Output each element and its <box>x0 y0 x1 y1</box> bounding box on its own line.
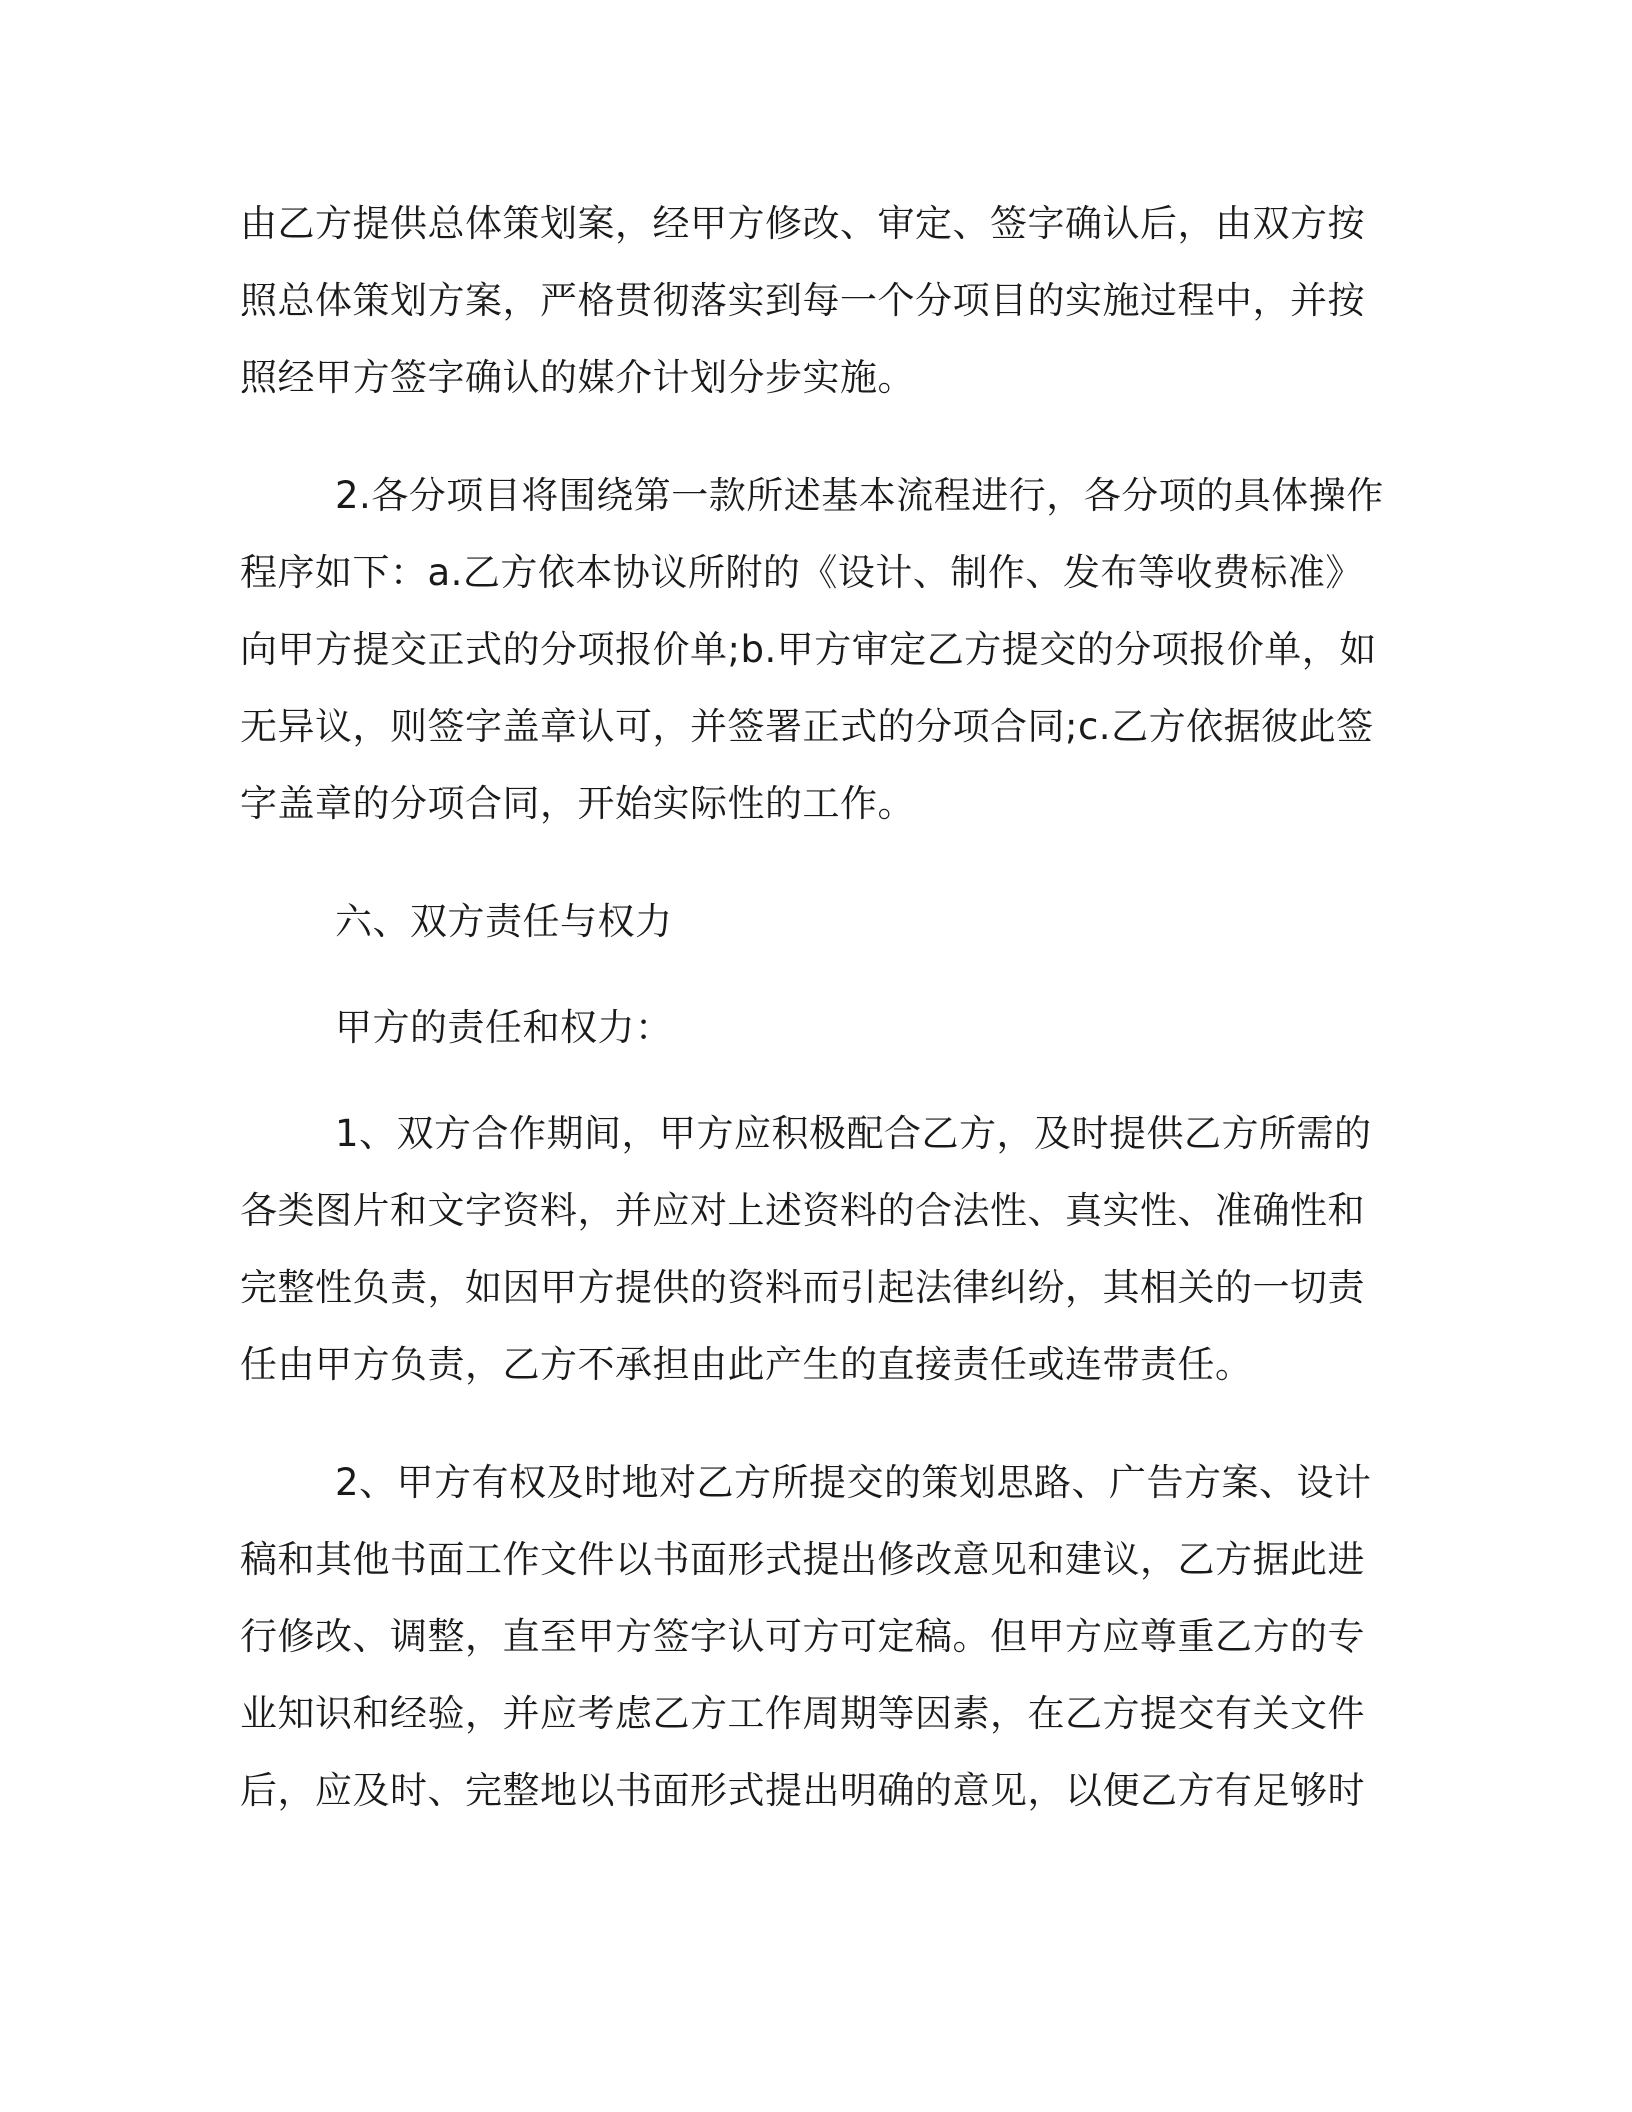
text-line: 照经甲方签字确认的媒介计划分步实施。 <box>240 356 915 399</box>
text-line: 后，应及时、完整地以书面形式提出明确的意见，以便乙方有足够时 <box>240 1769 1365 1812</box>
section-heading-text: 六、双方责任与权力 <box>335 900 673 943</box>
text-line: 向甲方提交正式的分项报价单;b.甲方审定乙方提交的分项报价单，如 <box>240 628 1377 671</box>
text-line: 字盖章的分项合同，开始实际性的工作。 <box>240 782 915 825</box>
text-line: 1、双方合作期间，甲方应积极配合乙方，及时提供乙方所需的 <box>335 1112 1372 1155</box>
text-line: 由乙方提供总体策划案，经甲方修改、审定、签字确认后，由双方按 <box>240 202 1365 245</box>
text-line: 各类图片和文字资料，并应对上述资料的合法性、真实性、准确性和 <box>240 1189 1365 1232</box>
paragraph-plan-implementation <box>240 185 1365 416</box>
text-line: 2、甲方有权及时地对乙方所提交的策划思路、广告方案、设计 <box>335 1461 1372 1504</box>
paragraph-subproject-procedure <box>240 457 1384 842</box>
subsection-heading <box>240 989 1365 1066</box>
text-line: 完整性负责，如因甲方提供的资料而引起法律纠纷，其相关的一切责 <box>240 1266 1365 1309</box>
text-line: 稿和其他书面工作文件以书面形式提出修改意见和建议，乙方据此进 <box>240 1538 1365 1581</box>
text-line: 业知识和经验，并应考虑乙方工作周期等因素，在乙方提交有关文件 <box>240 1692 1365 1735</box>
text-line: 无异议，则签字盖章认可，并签署正式的分项合同;c.乙方依据彼此签 <box>240 705 1374 748</box>
text-line: 照总体策划方案，严格贯彻落实到每一个分项目的实施过程中，并按 <box>240 279 1365 322</box>
section-heading <box>240 883 1365 960</box>
text-line: 行修改、调整，直至甲方签字认可方可定稿。但甲方应尊重乙方的专 <box>240 1615 1365 1658</box>
paragraph-clause-1 <box>240 1095 1372 1403</box>
subsection-heading-text: 甲方的责任和权力： <box>335 1006 673 1049</box>
text-line: 程序如下：a.乙方依本协议所附的《设计、制作、发布等收费标准》 <box>240 551 1363 594</box>
text-line: 任由甲方负责，乙方不承担由此产生的直接责任或连带责任。 <box>240 1343 1253 1386</box>
document-page <box>240 185 1384 1829</box>
text-line: 2.各分项目将围绕第一款所述基本流程进行，各分项的具体操作 <box>335 474 1384 517</box>
paragraph-clause-2 <box>240 1444 1372 1829</box>
